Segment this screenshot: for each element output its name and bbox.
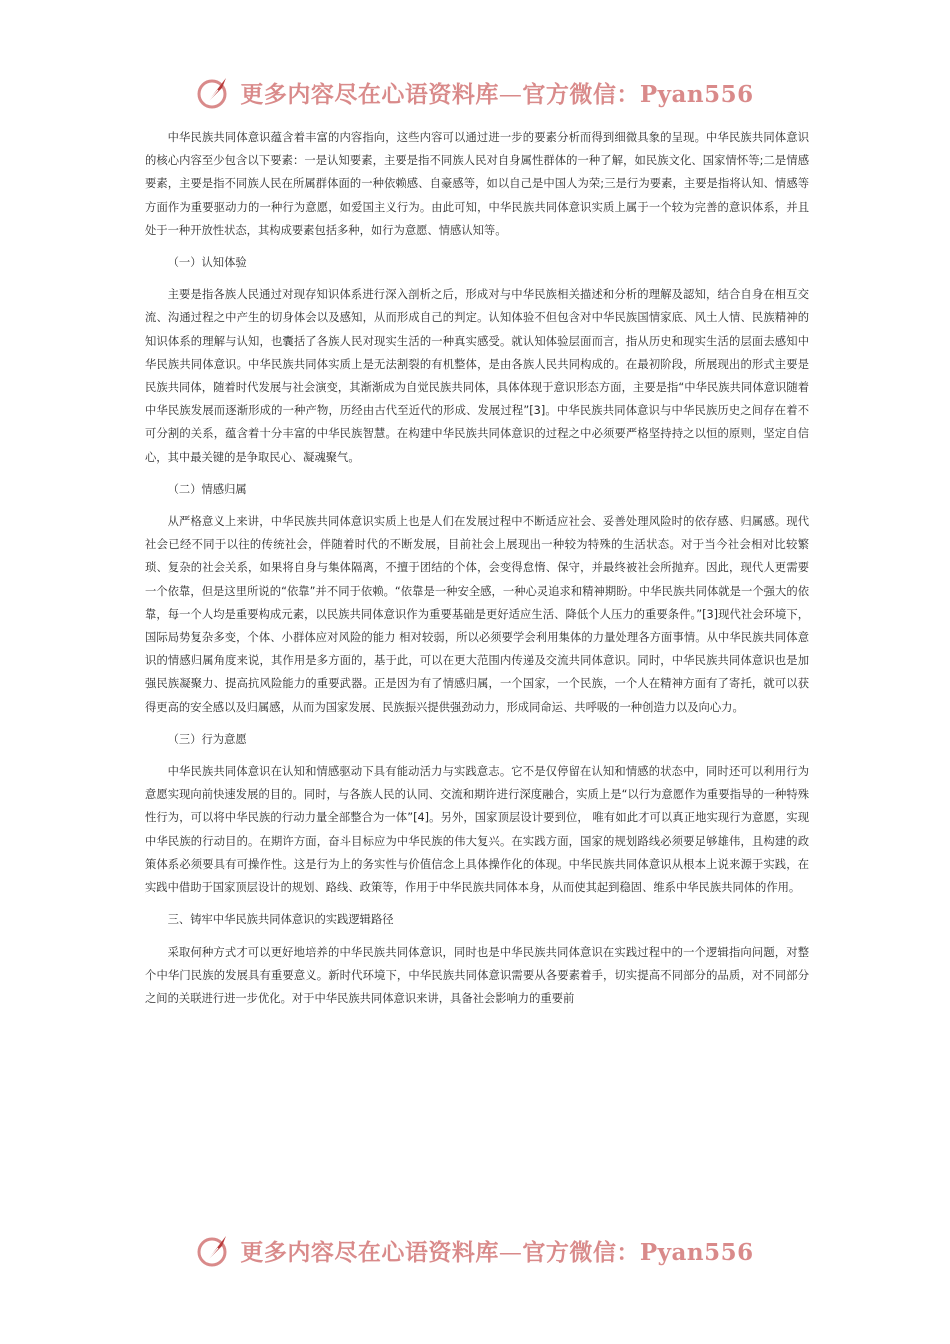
banner-wechat-text: 官方微信：Pyan556	[522, 1238, 754, 1266]
document-body	[145, 126, 809, 1010]
paragraph-behavioral: 中华民族共同体意识在认知和情感驱动下具有能动活力与实践意志。它不是仅停留在认知和情感的状态中，同时还可以利用行为意愿实现向前快速发展的目的。同时，与各族人民的认同、交流和期许进行深度融合，实质上是“以行为意愿作为重要指导的一种特殊性行为，可以将中华民族的行动力量全部整合为一体”[4]。另外，国家顶层设计要到位， 唯有如此才可以真正地实现行为意愿，实现中华民族的行动目的。在期许方面，奋斗目标应为中华民族的伟大复兴。在实践方面，国家的规划路线必须要足够雄伟，且构建的政策体系必须要具有可操作性。这是行为上的务实性与价值信念上具体操作化的体现。中华民族共同体意识从根本上说来源于实践，在实践中借助于国家顶层设计的规划、路线、政策等，作用于中华民族共同体本身，从而使其起到稳固、维系中华民族共同体的作用。	[145, 765, 809, 895]
paragraph-cognitive: 主要是指各族人民通过对现存知识体系进行深入剖析之后，形成对与中华民族相关描述和分析的理解及認知，结合自身在相互交流、沟通过程之中产生的切身体会以及感知，从而形成自己的判定。认知体验不但包含对中华民族国情家底、风土人情、民族精神的知识体系的理解与认知，也囊括了各族人民对现实生活的一种真实感受。就认知体验层面而言，指从历史和现实生活的层面去感知中华民族共同体意识。中华民族共同体实质上是无法割裂的有机整体，是由各族人民共同构成的。在最初阶段，所展现出的形式主要是民族共同体，随着时代发展与社会演变，其渐渐成为自觉民族共同体，具体体现于意识形态方面，主要是指“中华民族共同体意识随着中华民族发展而逐渐形成的一种产物，历经由古代至近代的形成、发展过程”[3]。中华民族共同体意识与中华民族历史之间存在着不可分割的关系，蕴含着十分丰富的中华民族智慧。在构建中华民族共同体意识的过程之中必须要严格坚持持之以恒的原则，坚定自信心，其中最关键的是争取民心、凝魂聚气。	[145, 288, 809, 464]
paragraph-practice-path: 采取何种方式才可以更好地培养的中华民族共同体意识，同时也是中华民族共同体意识在实践过程中的一个逻辑指向问题，对整个中华门民族的发展具有重要意义。新时代环境下，中华民族共同体意识需要从各要素着手，切实提高不同部分的品质，对不同部分之间的关联进行进一步优化。对于中华民族共同体意识来讲，具备社会影响力的重要前	[145, 945, 809, 1005]
banner-wechat-text: 官方微信：Pyan556	[522, 80, 754, 108]
quill-pen-logo-icon	[196, 1232, 232, 1268]
banner-main-text: 更多内容尽在心语资料库	[240, 1238, 499, 1266]
banner-text	[240, 1234, 753, 1267]
section-heading-cognitive: （一）认知体验	[167, 256, 247, 270]
quill-pen-logo-icon	[196, 74, 232, 110]
banner-main-text: 更多内容尽在心语资料库	[240, 80, 499, 108]
header-banner	[0, 70, 950, 114]
section-heading-practice-path: 三、铸牢中华民族共同体意识的实践逻辑路径	[167, 913, 394, 927]
footer-banner	[0, 1228, 950, 1272]
paragraph-emotional: 从严格意义上来讲，中华民族共同体意识实质上也是人们在发展过程中不断适应社会、妥善处理风险时的依存感、归属感。现代社会已经不同于以往的传统社会，伴随着时代的不断发展，目前社会上展现出一种较为特殊的生活状态。对于当今社会相对比较繁琐、复杂的社会关系，如果将自身与集体隔离，不擅于团结的个体，会变得怠惰、保守，并最终被社会所抛弃。因此，现代人更需要一个依靠，但是这里所说的“依靠”并不同于依赖。“依靠是一种安全感，一种心灵追求和精神期盼。中华民族共同体就是一个强大的依靠，每一个人均是重要构成元素，以民族共同体意识作为重要基础是更好适应生活、降低个人压力的重要条件。”[3]现代社会环境下，国际局势复杂多变，个体、小群体应对风险的能力 相对较弱，所以必须要学会利用集体的力量处理各方面事情。从中华民族共同体意识的情感归属角度来说，其作用是多方面的，基于此，可以在更大范围内传递及交流共同体意识。同时，中华民族共同体意识也是加强民族凝聚力、提高抗风险能力的重要武器。正是因为有了情感归属，一个国家，一个民族，一个人在精神方面有了寄托，就可以获得更高的安全感以及归属感，从而为国家发展、民族振兴提供强劲动力，形成同命运、共呼吸的一种创造力以及向心力。	[145, 515, 809, 714]
paragraph-intro: 中华民族共同体意识蕴含着丰富的内容指向，这些内容可以通过进一步的要素分析而得到细微具象的呈现。中华民族共同体意识的核心内容至少包含以下要素：一是认知要素，主要是指不同族人民对自身属性群体的一种了解，如民族文化、国家情怀等;二是情感要素，主要是指不同族人民在所属群体面的一种依赖感、自豪感等，如以自己是中国人为荣;三是行为要素，主要是指将认知、情感等方面作为重要驱动力的一种行为意愿，如爱国主义行为。由此可知，中华民族共同体意识实质上属于一个较为完善的意识体系，并且处于一种开放性状态，其构成要素包括多种，如行为意愿、情感认知等。	[145, 131, 809, 237]
banner-separator: —	[498, 1239, 523, 1266]
section-heading-emotional: （二）情感归属	[167, 482, 247, 496]
banner-separator: —	[498, 81, 523, 108]
section-heading-behavioral: （三）行为意愿	[167, 732, 247, 746]
banner-text	[240, 76, 753, 109]
